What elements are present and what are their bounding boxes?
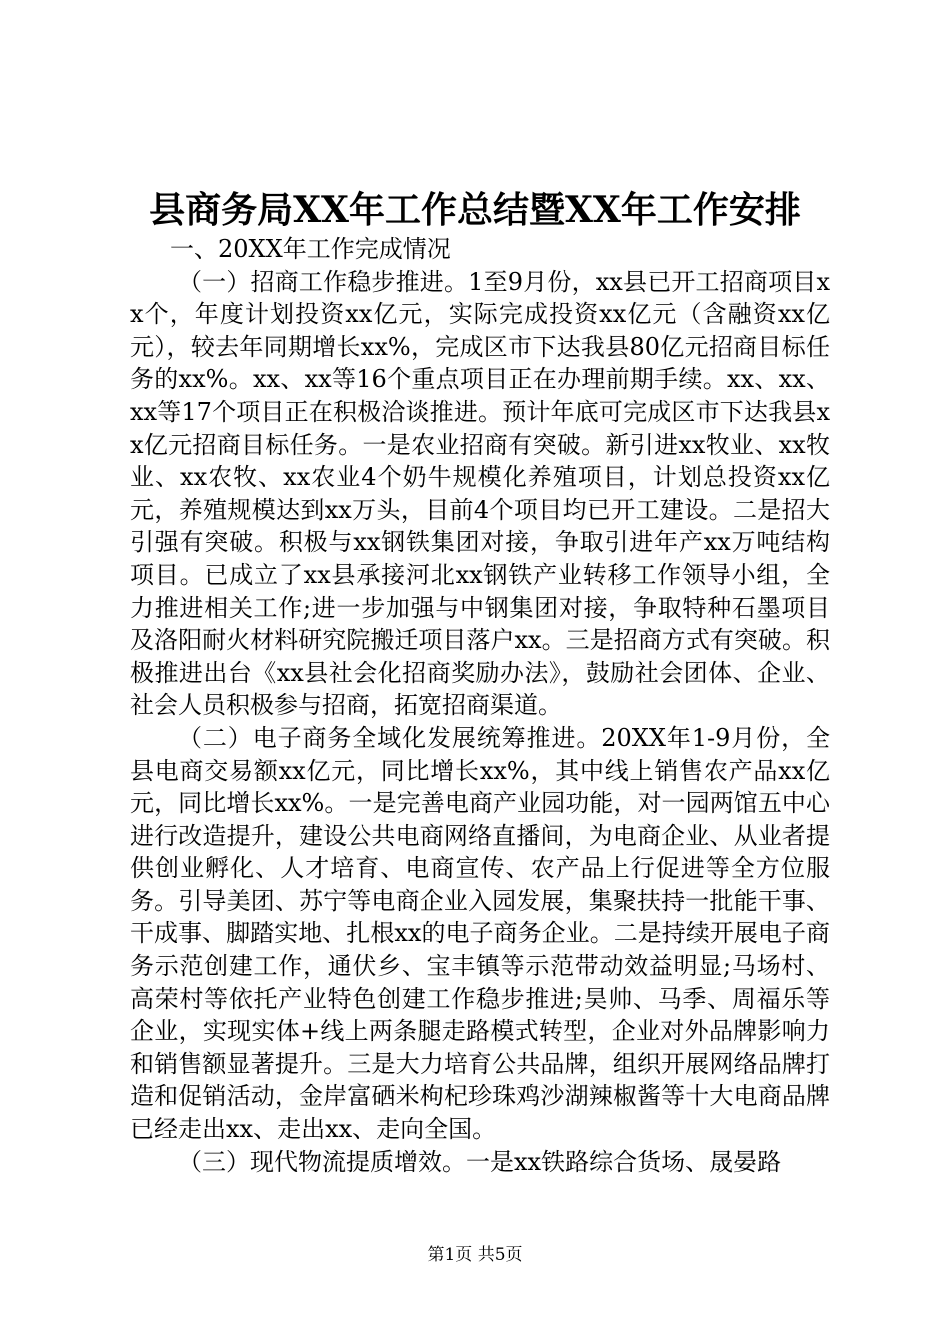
paragraph-investment: （一）招商工作稳步推进。1至9月份，xx县已开工招商项目xx个，年度计划投资xx亿元，实际完成投资xx亿元（含融资xx亿元），较去年同期增长xx%，完成区市下达我县80亿元招商目标任务的xx%。xx、xx等16个重点项目正在办理前期手续。xx、xx、xx等17个项目正在积极洽谈推进。预计年底可完成区市下达我县xx亿元招商目标任务。一是农业招商有突破。新引进xx牧业、xx牧业、xx农牧、xx农业4个奶牛规模化养殖项目，计划总投资xx亿元，养殖规模达到xx万头，目前4个项目均已开工建设。二是招大引强有突破。积极与xx钢铁集团对接，争取引进年产xx万吨结构项目。已成立了xx县承接河北xx钢铁产业转移工作领导小组，全力推进相关工作;进一步加强与中钢集团对接，争取特种石墨项目及洛阳耐火材料研究院搬迁项目落户xx。三是招商方式有突破。积极推进出台《xx县社会化招商奖励办法》，鼓励社会团体、企业、社会人员积极参与招商，拓宽招商渠道。 <box>130 267 830 720</box>
section-heading: 一、20XX年工作完成情况 <box>170 235 451 263</box>
document-body <box>130 233 830 1178</box>
page-footer: 第1页 共5页 <box>427 1245 523 1265</box>
paragraph-logistics: （三）现代物流提质增效。一是xx铁路综合货场、晟晏路 <box>178 1147 782 1176</box>
document-title: 县商务局XX年工作总结暨XX年工作安排 <box>149 189 801 231</box>
paragraph-ecommerce: （二）电子商务全域化发展统筹推进。20XX年1-9月份，全县电商交易额xx亿元，同比增长xx%，其中线上销售农产品xx亿元，同比增长xx%。一是完善电商产业园功能，对一园两馆五中心进行改造提升，建设公共电商网络直播间，为电商企业、从业者提供创业孵化、人才培育、电商宣传、农产品上行促进等全方位服务。引导美团、苏宁等电商企业入园发展，集聚扶持一批能干事、干成事、脚踏实地、扎根xx的电子商务企业。二是持续开展电子商务示范创建工作，通伏乡、宝丰镇等示范带动效益明显;马场村、高荣村等依托产业特色创建工作稳步推进;昊帅、马季、周福乐等企业，实现实体+线上两条腿走路模式转型，企业对外品牌影响力和销售额显著提升。三是大力培育公共品牌，组织开展网络品牌打造和促销活动，金岸富硒米枸杞珍珠鸡沙湖辣椒酱等十大电商品牌已经走出xx、走出xx、走向全国。 <box>130 723 830 1144</box>
